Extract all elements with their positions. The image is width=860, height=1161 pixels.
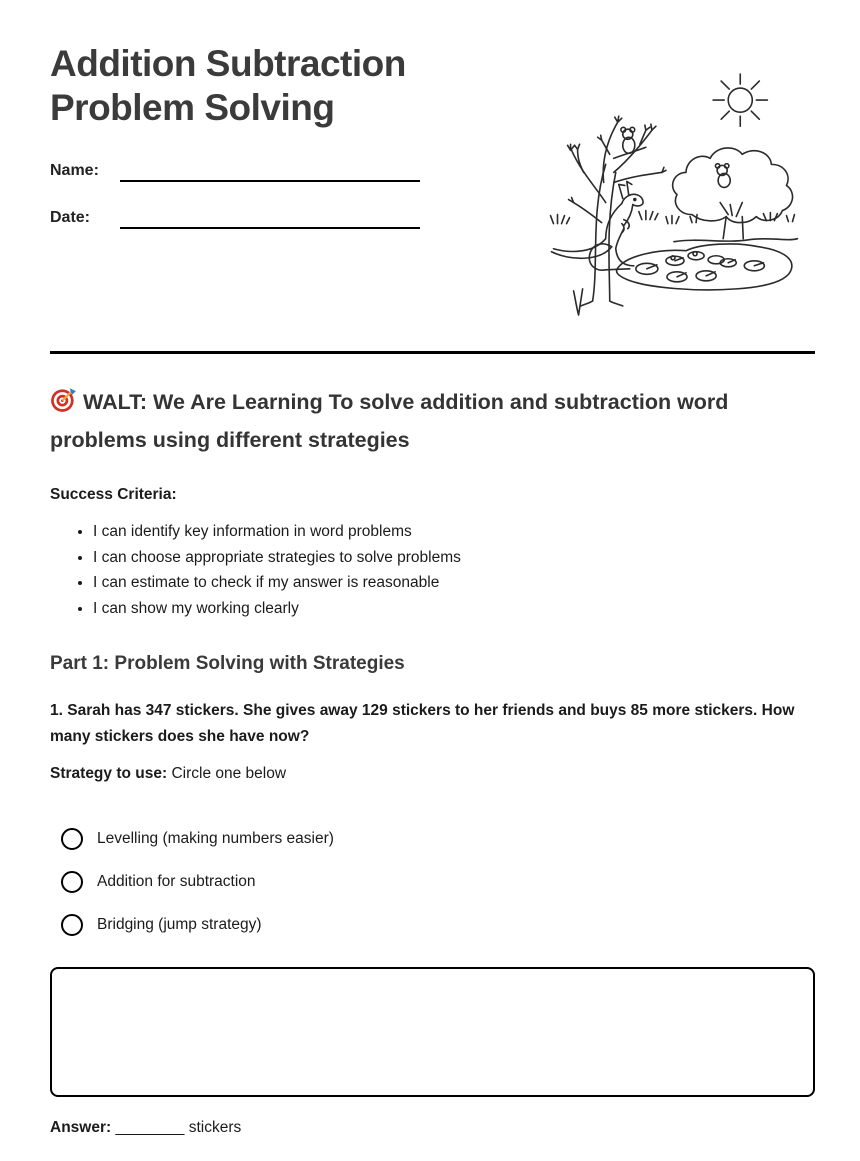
page-title: Addition Subtraction Problem Solving <box>50 43 406 129</box>
strategy-hint: Circle one below <box>171 765 287 783</box>
strategy-option-levelling <box>61 827 815 850</box>
strategy-instruction <box>50 765 815 783</box>
strategy-options <box>50 827 815 936</box>
working-area-box[interactable] <box>50 967 815 1097</box>
radio-circle[interactable] <box>61 828 83 850</box>
koala-in-round-tree <box>715 164 730 188</box>
pond-with-lily-pads <box>617 244 792 290</box>
criteria-item: • I can show my working clearly <box>93 596 815 622</box>
question-1-text: 1. Sarah has 347 stickers. She gives away 129 stickers to her friends and buys 85 more stickers. How many stickers does she have now? <box>50 701 795 745</box>
walt-heading-text: WALT: We Are Learning To solve addition and subtraction word problems using different strategies <box>50 390 729 452</box>
grass-blade-mark <box>574 289 583 315</box>
answer-label: Answer: <box>50 1119 112 1137</box>
option-label: Addition for subtraction <box>97 872 256 890</box>
criteria-item: • I can choose appropriate strategies to solve problems <box>93 545 815 571</box>
answer-blank[interactable]: ________ <box>115 1119 185 1137</box>
round-tree <box>673 148 798 242</box>
date-field-row <box>50 207 532 229</box>
strategy-option-bridging <box>61 913 815 936</box>
success-criteria-label: Success Criteria: <box>50 486 177 503</box>
strategy-option-addition-for-subtraction <box>61 870 815 893</box>
criteria-item: • I can identify key information in word problems <box>93 519 815 545</box>
walt-heading <box>50 383 815 459</box>
answer-unit: stickers <box>188 1119 242 1137</box>
success-criteria-list <box>50 519 815 622</box>
outback-scene-illustration <box>543 72 815 318</box>
bare-tree <box>568 116 666 306</box>
section-divider <box>50 351 815 354</box>
part1-heading: Part 1: Problem Solving with Strategies <box>50 652 405 674</box>
kangaroo <box>551 181 643 270</box>
title-block <box>50 42 532 322</box>
name-field-row <box>50 160 532 182</box>
radio-circle[interactable] <box>61 914 83 936</box>
name-label: Name: <box>50 161 99 179</box>
option-label: Bridging (jump strategy) <box>97 915 262 933</box>
radio-circle[interactable] <box>61 871 83 893</box>
dart-target-icon <box>50 386 77 413</box>
date-input-line[interactable] <box>120 207 420 229</box>
worksheet-illustration <box>543 42 815 322</box>
option-label: Levelling (making numbers easier) <box>97 829 334 847</box>
date-label: Date: <box>50 208 91 226</box>
strategy-label: Strategy to use: <box>50 765 168 783</box>
sun-icon <box>713 74 767 126</box>
criteria-item: • I can estimate to check if my answer is reasonable <box>93 570 815 596</box>
answer-line <box>50 1119 815 1137</box>
worksheet-header <box>50 42 815 322</box>
name-input-line[interactable] <box>120 160 420 182</box>
